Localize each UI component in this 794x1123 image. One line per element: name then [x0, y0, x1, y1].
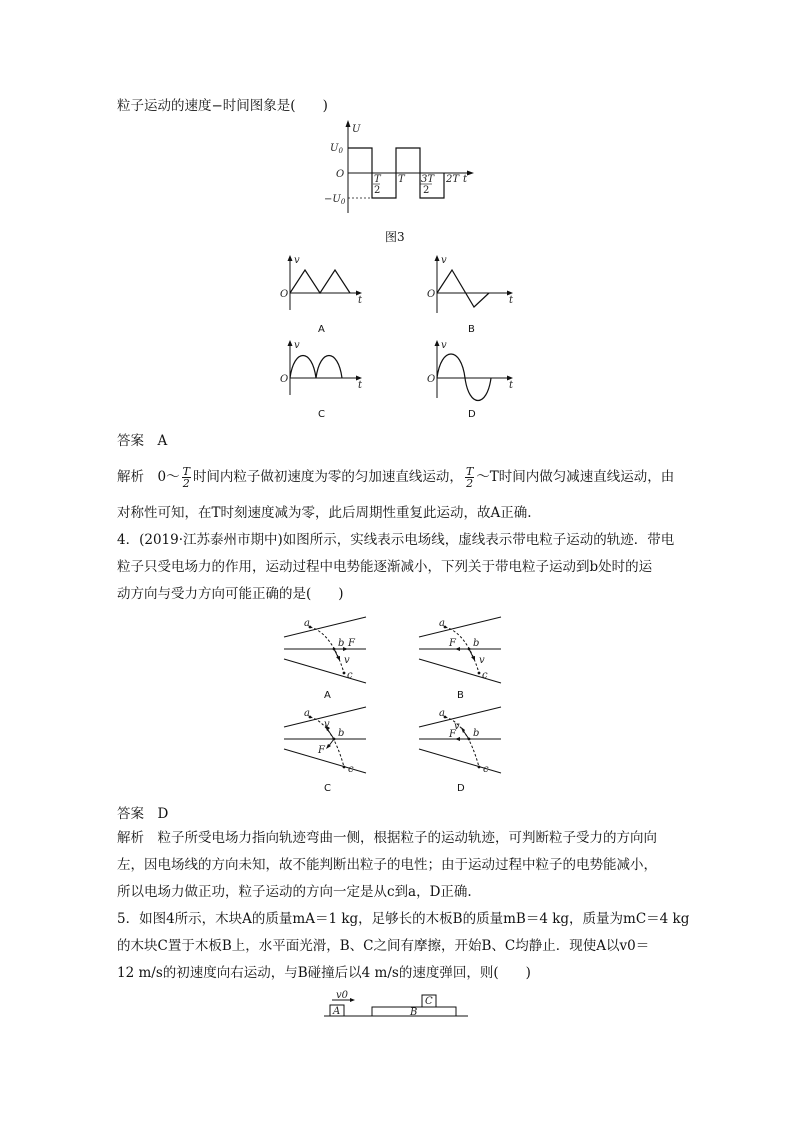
- svg-text:c: c: [483, 764, 489, 775]
- axis-label-u: U: [352, 124, 361, 135]
- svg-text:c: c: [482, 670, 488, 681]
- option-a-graph: [278, 255, 368, 315]
- svg-text:a: a: [304, 708, 310, 719]
- svg-text:O: O: [280, 289, 289, 300]
- q5-text-line2: 的木块C置于木板B上，水平面光滑，B、C之间有摩擦，开始B、C均静止．现使A以v0＝: [117, 938, 650, 954]
- svg-text:O: O: [427, 374, 436, 385]
- tick-2t: 2T: [446, 174, 460, 185]
- svg-text:F: F: [449, 638, 456, 649]
- option-a-label: A: [318, 324, 325, 335]
- svg-text:b: b: [473, 638, 480, 649]
- svg-text:v: v: [324, 719, 330, 730]
- svg-text:a: a: [439, 708, 445, 719]
- q4-option-d-figure: [417, 705, 507, 775]
- svg-text:v: v: [479, 655, 485, 666]
- svg-text:v0: v0: [336, 990, 349, 1001]
- tick-t2-den: 2: [374, 185, 381, 196]
- q4-option-a-figure: [282, 615, 372, 685]
- svg-text:a: a: [439, 618, 445, 629]
- svg-text:b: b: [473, 728, 480, 739]
- svg-text:c: c: [347, 670, 353, 681]
- q5-text-line3: 12 m/s的初速度向右运动，与B碰撞后以4 m/s的速度弹回，则( ): [117, 965, 531, 981]
- option-c-label: C: [318, 409, 325, 420]
- tick-t: T: [398, 174, 405, 185]
- option-d-label: D: [468, 409, 476, 420]
- q4-option-b-figure: [417, 615, 507, 685]
- svg-text:v: v: [441, 255, 447, 266]
- svg-text:t: t: [509, 380, 514, 391]
- svg-text:t: t: [358, 295, 363, 306]
- q4-option-a-label: A: [324, 690, 331, 701]
- option-d-graph: [425, 340, 520, 400]
- analysis-q3-line1: 解析 0～ $\frac{T}{2}$ 时间内粒子做初速度为零的匀加速直线运动， $\frac{T}{2}$ ～T时间内做匀减速直线运动，由: [117, 465, 675, 490]
- svg-text:t: t: [358, 380, 363, 391]
- answer-q4: 答案 D: [117, 806, 169, 822]
- svg-text:B: B: [410, 1007, 418, 1018]
- svg-text:b: b: [338, 638, 345, 649]
- label-u0: $U_0$: [330, 143, 343, 155]
- figure-4-blocks: [322, 990, 472, 1022]
- figure-3-caption: 图3: [385, 230, 405, 244]
- svg-text:F: F: [449, 729, 456, 740]
- svg-text:F: F: [348, 638, 355, 649]
- q4-text-line1: 4．(2019·江苏泰州市期中)如图所示，实线表示电场线，虚线表示带电粒子运动的轨迹．带电: [117, 532, 675, 548]
- svg-text:a: a: [304, 618, 310, 629]
- option-b-graph: [425, 255, 520, 315]
- svg-text:c: c: [348, 764, 354, 775]
- svg-text:b: b: [338, 728, 345, 739]
- q4-text-line2: 粒子只受电场力的作用，运动过程中电势能逐渐减小，下列关于带电粒子运动到b处时的运: [117, 559, 653, 575]
- q5-text-line1: 5．如图4所示，木块A的质量mA＝1 kg，足够长的木板B的质量mB＝4 kg，质量为mC＝4 kg: [117, 911, 690, 927]
- option-c-graph: [278, 340, 368, 400]
- svg-text:v: v: [344, 655, 350, 666]
- svg-text:C: C: [425, 996, 433, 1007]
- svg-text:v: v: [294, 340, 300, 351]
- svg-text:v: v: [294, 255, 300, 266]
- analysis-q4-line3: 所以电场力做正功，粒子运动的方向一定是从c到a，D正确.: [117, 884, 472, 900]
- tick-3t2-num: 3T: [421, 174, 435, 185]
- label-neg-u0: $-U_0$: [324, 194, 346, 206]
- answer-q3: 答案 A: [117, 433, 168, 449]
- svg-text:O: O: [280, 374, 289, 385]
- svg-text:O: O: [427, 289, 436, 300]
- q4-option-d-label: D: [457, 783, 465, 794]
- analysis-q3-line2: 对称性可知，在T时刻速度减为零，此后周期性重复此运动，故A正确.: [117, 505, 532, 521]
- origin-label: O: [336, 169, 345, 180]
- svg-text:A: A: [333, 1006, 341, 1017]
- svg-text:v: v: [441, 340, 447, 351]
- svg-text:v: v: [454, 721, 460, 732]
- figure-3-graph: [324, 118, 480, 218]
- analysis-q4-line1: 解析 粒子所受电场力指向轨迹弯曲一侧，根据粒子的运动轨迹，可判断粒子受力的方向向: [117, 830, 657, 846]
- tick-3t2-den: 2: [423, 185, 430, 196]
- axis-label-t: t: [463, 174, 468, 185]
- q4-option-c-figure: [282, 705, 372, 775]
- tick-t2-num: T: [374, 174, 381, 185]
- svg-text:t: t: [509, 295, 514, 306]
- analysis-q4-line2: 左，因电场线的方向未知，故不能判断出粒子的电性；由于运动过程中粒子的电势能减小，: [117, 857, 657, 873]
- q4-option-b-label: B: [457, 690, 464, 701]
- option-b-label: B: [468, 324, 475, 335]
- svg-text:F: F: [318, 745, 325, 756]
- q4-option-c-label: C: [324, 783, 331, 794]
- q4-text-line3: 动方向与受力方向可能正确的是( ): [117, 586, 344, 602]
- question-text: 粒子运动的速度−时间图象是( ): [117, 98, 328, 114]
